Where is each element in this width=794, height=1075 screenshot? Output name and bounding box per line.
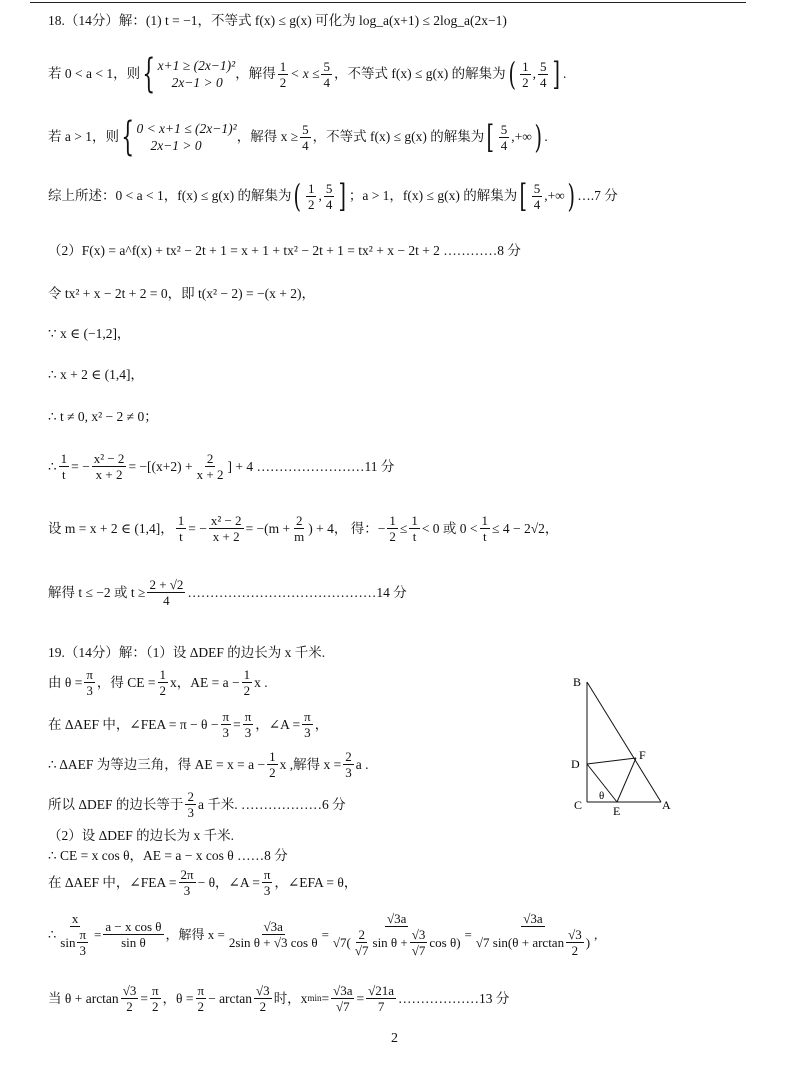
q18-line5: （2）F(x) = a^f(x) + tx² − 2t + 1 = x + 1 + tx² − 2t + 1 = tx² + x − 2t + 2 …………8 分 xyxy=(48,243,521,258)
q19-line7: ∴ CE = x cos θ，AE = a − x cos θ ……8 分 xyxy=(48,848,288,863)
q18-line9: ∴ t ≠ 0, x² − 2 ≠ 0； xyxy=(48,409,158,424)
label-B: B xyxy=(573,675,582,689)
page-number: 2 xyxy=(391,1031,398,1046)
label-C: C xyxy=(574,798,583,812)
label-A: A xyxy=(662,798,671,812)
segment-EF xyxy=(617,758,636,802)
q19-line9: ∴ x sin $\frac{\pi}{3}$ = $\frac{\text{a − x cos θ}}{\text{sin θ}}$ ，解得 x = $\frac{√3a}{\text{2sin θ + √3 cos θ}}$ = √3a √7( $\frac{2}{√7}$ sin θ + $\frac{√3}{√7}$ cos θ) = √3a √7 sin(θ + arctan $\frac{√3}{2}$ ) , xyxy=(48,911,598,958)
q19-line4: ∴ ΔAEF 为等边三角，得 AE = x = a − $\frac{1}{2}$ x ,解得 x = $\frac{2}{3}$ a . xyxy=(48,749,369,780)
triangle-figure xyxy=(565,668,685,818)
label-E: E xyxy=(613,804,621,818)
side-BA xyxy=(587,682,661,802)
q18-line8: ∴ x + 2 ∈ (1,4]， xyxy=(48,367,144,382)
q18-line11: 设 m = x + 2 ∈ (1,4]， $\frac{1}{t}$ = − $\frac{\text{x² − 2}}{x + 2}$ = −(m + $\frac{2}{m}$ ) + 4， 得：− $\frac{1}{2}$ ≤ $\frac{1}{t}$ < 0 或 0 < $\frac{1}{t}$ ≤ 4 − 2√2， xyxy=(48,513,559,544)
q19-line10: 当 θ + arctan $\frac{√3}{2}$ = $\frac{\pi}{2}$ ，θ = $\frac{\pi}{2}$ − arctan $\frac{√3}{2}$ 时，x min = $\frac{√3a}{√7}$ = $\frac{√21a}{7}$ ………………13 分 xyxy=(48,983,510,1014)
q18-line4: 综上所述：0 < a < 1，f(x) ≤ g(x) 的解集为 ( $\frac{1}{2}$ , $\frac{5}{4}$ ] ；a > 1，f(x) ≤ g(x) 的解集为 [ $\frac{5}{4}$ ,+∞ ) ….7 分 xyxy=(48,177,618,215)
q19-line5: 所以 ΔDEF 的边长等于 $\frac{2}{3}$ a 千米. ………………6 分 xyxy=(48,789,346,820)
q18-line3: 若 a > 1，则 { 0 < x+1 ≤ (2x−1)² 2x−1 > 0 ，解得 x ≥ $\frac{5}{4}$ ，不等式 f(x) ≤ g(x) 的解集为 [ $\frac{5}{4}$ ,+∞ ) . xyxy=(48,114,548,160)
q19-line8: 在 ΔAEF 中，∠FEA = $\frac{2\pi}{3}$ − θ，∠A = $\frac{\pi}{3}$ ，∠EFA = θ， xyxy=(48,867,358,898)
label-F: F xyxy=(639,748,646,762)
q18-line2: 若 0 < a < 1，则 { x+1 ≥ (2x−1)² 2x−1 > 0 ，解得 $\frac{1}{2}$ < x ≤ $\frac{5}{4}$ ，不等式 f(x) ≤ g(x) 的解集为 ( $\frac{1}{2}$ , $\frac{5}{4}$ ] . xyxy=(48,51,567,97)
label-theta: θ xyxy=(599,790,605,802)
q18-line12: 解得 t ≤ −2 或 t ≥ $\frac{2 + √2}{4}$ ……………………………………14 分 xyxy=(48,577,407,608)
q18-line6: 令 tx² + x − 2t + 2 = 0，即 t(x² − 2) = −(x + 2)， xyxy=(48,286,315,301)
q19-line2: 由 θ = $\frac{\pi}{3}$ ，得 CE = $\frac{1}{2}$ x，AE = a − $\frac{1}{2}$ x . xyxy=(48,667,268,698)
q18-line10: ∴ $\frac{1}{t}$ = − $\frac{\text{x² − 2}}{x + 2}$ = −[(x+2) + $\frac{2}{x + 2}$ ] + 4 ……………………11 分 xyxy=(48,451,395,482)
header-rule xyxy=(30,2,746,3)
segment-DF xyxy=(587,758,636,764)
q18-line1: 18.（14分）解：(1) t = −1，不等式 f(x) ≤ g(x) 可化为 log_a(x+1) ≤ 2log_a(2x−1) xyxy=(48,13,507,28)
q19-line6: （2）设 ΔDEF 的边长为 x 千米. xyxy=(48,828,235,843)
label-D: D xyxy=(571,757,580,771)
q18-line7: ∵ x ∈ (−1,2]， xyxy=(48,326,131,341)
q19-line3: 在 ΔAEF 中，∠FEA = π − θ − $\frac{\pi}{3}$ = $\frac{\pi}{3}$ ，∠A = $\frac{\pi}{3}$ ， xyxy=(48,709,329,740)
q19-line1: 19.（14分）解：（1）设 ΔDEF 的边长为 x 千米. xyxy=(48,645,326,660)
